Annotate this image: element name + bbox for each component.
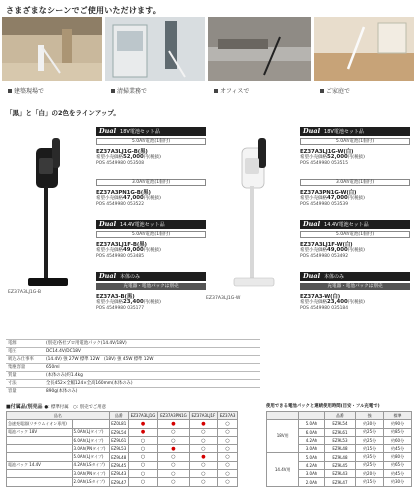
accessory-code: EZ9L54 [109, 428, 128, 436]
accessory-mark: ○ [128, 445, 157, 453]
runtime-code: EZ9L61 [324, 428, 355, 436]
battery-tag-black-4: 充電器・電池パックは別売 [96, 283, 206, 290]
runtime-code: EZ9L48 [324, 445, 355, 453]
spec-key: 吸込み仕事率 [6, 356, 44, 364]
model-black-3: EZ37A3LJ1F-B(黒) [96, 242, 147, 248]
accessory-mark: ○ [158, 478, 189, 486]
accessory-name: 6.0Ah(LJタイプ) [72, 436, 109, 444]
spec-row [6, 356, 260, 364]
accessory-table [6, 411, 238, 487]
accessory-row [7, 461, 238, 469]
price-black-4: 希望小売価格23,400円(税抜) [96, 299, 161, 305]
accessory-mark: ○ [128, 470, 157, 478]
accessory-mark: ○ [189, 436, 218, 444]
accessory-mark: ○ [218, 461, 238, 469]
accessory-mark: ○ [189, 445, 218, 453]
accessory-legend: ●: 標準付属 ○: 別売でご用意 [44, 405, 107, 410]
battery-tag-white-1: 5.0Ah電池(1個付) [300, 138, 410, 145]
accessory-name: 3.0Ah(PNタイプ) [72, 470, 109, 478]
runtime-row [267, 420, 412, 428]
runtime-row [267, 453, 412, 461]
runtime-code: EZ9L48 [324, 453, 355, 461]
runtime-header-cell: 品番 [324, 412, 355, 420]
model-black-1: EZ37A3LJ1G-B(黒) [96, 149, 148, 155]
model-black-4: EZ37A3-B(黒) [96, 294, 135, 300]
runtime-header-cell: 標準 [384, 412, 412, 420]
model-black-2: EZ37A3PN1G-B(黒) [96, 190, 151, 196]
spec-value: (別売)各社プロ用電池パック(14.4V/18V) [44, 340, 260, 348]
accessory-mark: ● [189, 453, 218, 461]
battery-tag-black-2: 3.0Ah電池(1個付) [96, 179, 206, 186]
runtime-header-row [267, 412, 412, 420]
accessory-mark: ● [189, 420, 218, 428]
pos-black-2: POS 4549980 053522 [96, 202, 144, 207]
runtime-standard: 約30分 [384, 478, 412, 486]
accessory-mark: ● [158, 420, 189, 428]
runtime-standard: 約45分 [384, 470, 412, 478]
spec-key: 質量 [6, 372, 44, 380]
accessory-group: 電池パック 14.4V [7, 461, 73, 469]
spec-row [6, 364, 260, 372]
accessory-mark: ○ [158, 470, 189, 478]
accessory-code: EZ9L48 [109, 453, 128, 461]
accessory-mark: ○ [158, 461, 189, 469]
accessory-header-cell: 品名 [7, 412, 110, 420]
accessory-code: EZ9L47 [109, 478, 128, 486]
accessory-mark: ○ [128, 436, 157, 444]
runtime-capacity: 4.2Ah [299, 461, 324, 469]
runtime-capacity: 3.0Ah [299, 445, 324, 453]
spec-value: 650ml [44, 364, 260, 372]
runtime-standard: 約45分 [384, 445, 412, 453]
runtime-standard: 約85分 [384, 428, 412, 436]
spec-value: 890g(本体のみ) [44, 388, 260, 396]
accessory-mark: ○ [189, 461, 218, 469]
accessory-mark: ● [128, 420, 157, 428]
badge-14v-white: Dual 14.4V電池セット品 [300, 220, 410, 229]
white-vacuum-image [210, 130, 296, 300]
lineup-heading: 「黒」と「白」の2色をラインアップ。 [6, 109, 120, 117]
battery-tag-black-1: 5.0Ah電池(1個付) [96, 138, 206, 145]
spec-key: 電圧 [6, 348, 44, 356]
runtime-standard: 約60分 [384, 436, 412, 444]
accessory-mark: ○ [158, 428, 189, 436]
runtime-standard: 約80分 [384, 453, 412, 461]
accessory-code: EZ9L43 [109, 470, 128, 478]
accessory-row [7, 436, 238, 444]
battery-tag-white-4: 充電器・電池パックは別売 [300, 283, 410, 290]
accessory-mark: ○ [218, 470, 238, 478]
spec-value: (本体のみ)約1.4kg [44, 372, 260, 380]
accessory-mark: ○ [218, 420, 238, 428]
badge-body-only-black: Dual 本体のみ [96, 272, 206, 281]
accessory-name: 5.0Ah(LJタイプ) [72, 453, 109, 461]
accessory-row [7, 453, 238, 461]
runtime-voltage: 14.4V用 [267, 453, 299, 486]
accessory-code: EZ0L81 [109, 420, 128, 428]
accessory-mark: ○ [189, 428, 218, 436]
black-vacuum-label: EZ37A3LJ1G-B [8, 290, 42, 295]
accessory-header-cell: EZ37A3LJ1G [128, 412, 157, 420]
pos-black-3: POS 4549980 053485 [96, 254, 144, 259]
runtime-strong: 約30分 [356, 420, 384, 428]
pos-white-4: POS 4549980 035184 [300, 306, 348, 311]
price-white-4: 希望小売価格23,400円(税抜) [300, 299, 365, 305]
spec-key: 集塵容量 [6, 364, 44, 372]
runtime-standard: 約65分 [384, 461, 412, 469]
runtime-capacity: 6.0Ah [299, 428, 324, 436]
accessory-header-cell: EZ37A3 [218, 412, 238, 420]
accessory-group: 急速充電器(リチウムイオン専用) [7, 420, 73, 428]
price-white-2: 希望小売価格47,000円(税抜) [300, 195, 365, 201]
accessory-mark: ○ [128, 478, 157, 486]
spec-row [6, 340, 260, 348]
model-white-3: EZ37A3LJ1F-W(白) [300, 242, 353, 248]
accessory-code: EZ9L61 [109, 436, 128, 444]
spec-key: 電源 [6, 340, 44, 348]
runtime-strong: 約25分 [356, 436, 384, 444]
accessory-mark: ○ [189, 470, 218, 478]
runtime-strong: 約35分 [356, 453, 384, 461]
pos-white-3: POS 4549980 053492 [300, 254, 348, 259]
accessory-name: 5.0Ah(LJタイプ) [72, 428, 109, 436]
runtime-code: EZ9L54 [324, 420, 355, 428]
accessory-group [7, 478, 73, 486]
accessory-mark: ○ [158, 436, 189, 444]
accessory-group: 電池パック 18V [7, 428, 73, 436]
accessory-name [72, 420, 109, 428]
runtime-strong: 約15分 [356, 478, 384, 486]
accessory-row [7, 445, 238, 453]
runtime-header-cell [267, 412, 299, 420]
spec-key: 寸法 [6, 380, 44, 388]
accessory-name: 2.0Ah(LSタイプ) [72, 478, 109, 486]
accessory-code: EZ9L45 [109, 461, 128, 469]
accessory-header-row [7, 412, 238, 420]
accessory-group [7, 453, 73, 461]
badge-18v-black: Dual 18V電池セット品 [96, 127, 206, 136]
accessory-mark: ○ [218, 453, 238, 461]
accessory-mark: ○ [128, 453, 157, 461]
accessory-group [7, 470, 73, 478]
runtime-standard: 約90分 [384, 420, 412, 428]
price-black-1: 希望小売価格52,000円(税抜) [96, 154, 161, 160]
runtime-table [266, 411, 412, 487]
scene-caption-home: ご家庭で [320, 86, 350, 95]
spec-row [6, 348, 260, 356]
scene-caption-office: オフィスで [214, 86, 249, 95]
scene-photo-home [314, 17, 414, 81]
pos-white-2: POS 4549980 053539 [300, 202, 348, 207]
runtime-capacity: 3.0Ah [299, 470, 324, 478]
runtime-strong: 約15分 [356, 445, 384, 453]
accessory-mark: ○ [158, 453, 189, 461]
battery-tag-white-2: 3.0Ah電池(1個付) [300, 179, 410, 186]
badge-14v-black: Dual 14.4V電池セット品 [96, 220, 206, 229]
price-white-1: 希望小売価格52,000円(税抜) [300, 154, 365, 160]
runtime-strong: 約25分 [356, 461, 384, 469]
accessory-row [7, 470, 238, 478]
accessory-row [7, 478, 238, 486]
accessory-name: 3.0Ah(PNタイプ) [72, 445, 109, 453]
spec-row [6, 388, 260, 396]
runtime-capacity: 5.0Ah [299, 420, 324, 428]
battery-tag-white-3: 5.0Ah電池(1個付) [300, 231, 410, 238]
white-vacuum-label: EZ37A3LJ1G-W [206, 296, 241, 301]
runtime-strong: 約25分 [356, 428, 384, 436]
runtime-code: EZ9L47 [324, 478, 355, 486]
runtime-code: EZ9L53 [324, 436, 355, 444]
runtime-capacity: 5.0Ah [299, 453, 324, 461]
runtime-title: 使用できる電池パックと連続使用時間(目安・フル充電で) [266, 404, 380, 409]
runtime-capacity: 2.0Ah [299, 478, 324, 486]
accessory-title: ■付属品/別売品 ●: 標準付属 ○: 別売でご用意 [6, 404, 107, 410]
accessory-mark: ○ [218, 478, 238, 486]
runtime-strong: 約20分 [356, 470, 384, 478]
runtime-code: EZ9L45 [324, 461, 355, 469]
model-white-1: EZ37A3LJ1G-W(白) [300, 149, 354, 155]
runtime-header-cell: 強 [356, 412, 384, 420]
accessory-header-cell: 品番 [109, 412, 128, 420]
scene-caption-cleaning: 清掃業務で [111, 86, 147, 95]
accessory-name: 4.2Ah(LSタイプ) [72, 461, 109, 469]
spec-row [6, 372, 260, 380]
spec-value: DC14.4V/DC18V [44, 348, 260, 356]
accessory-group [7, 445, 73, 453]
accessory-mark: ○ [218, 428, 238, 436]
price-white-3: 希望小売価格49,000円(税抜) [300, 247, 365, 253]
accessory-code: EZ9L53 [109, 445, 128, 453]
spec-row [6, 380, 260, 388]
pos-white-1: POS 4549980 053515 [300, 161, 348, 166]
accessory-row [7, 428, 238, 436]
scene-photo-construction [2, 17, 102, 81]
scene-photo-cleaning [105, 17, 205, 81]
model-white-2: EZ37A3PN1G-W(白) [300, 190, 357, 196]
spec-key: 容量 [6, 388, 44, 396]
runtime-capacity: 4.2Ah [299, 436, 324, 444]
scene-photo-office [208, 17, 311, 81]
accessory-mark: ○ [189, 478, 218, 486]
spec-value: (14.4V) 強 27W 標準 12W (18V) 強 45W 標準 12W [44, 356, 260, 364]
pos-black-1: POS 4549980 053508 [96, 161, 144, 166]
price-black-3: 希望小売価格49,000円(税抜) [96, 247, 161, 253]
accessory-mark: ● [128, 428, 157, 436]
spec-value: 全長452×全幅124×全高160mm(本体のみ) [44, 380, 260, 388]
scene-caption-construction: 建築現場で [8, 86, 44, 95]
accessory-row [7, 420, 238, 428]
accessory-mark: ○ [218, 436, 238, 444]
price-black-2: 希望小売価格47,000円(税抜) [96, 195, 161, 201]
spec-table [6, 339, 260, 395]
black-vacuum-image [6, 130, 92, 300]
battery-tag-black-3: 5.0Ah電池(1個付) [96, 231, 206, 238]
model-white-4: EZ37A3-W(白) [300, 294, 341, 300]
accessory-group [7, 436, 73, 444]
page-heading: さまざまなシーンでご使用いただけます。 [6, 6, 161, 15]
runtime-header-cell [299, 412, 324, 420]
runtime-code: EZ9L43 [324, 470, 355, 478]
accessory-mark: ● [158, 445, 189, 453]
pos-black-4: POS 4549980 035177 [96, 306, 144, 311]
badge-18v-white: Dual 18V電池セット品 [300, 127, 410, 136]
accessory-header-cell: EZ37A3LJ1F [189, 412, 218, 420]
accessory-header-cell: EZ37A3PN1G [158, 412, 189, 420]
accessory-mark: ○ [218, 445, 238, 453]
badge-body-only-white: Dual 本体のみ [300, 272, 410, 281]
runtime-voltage: 18V用 [267, 420, 299, 453]
accessory-mark: ○ [128, 461, 157, 469]
